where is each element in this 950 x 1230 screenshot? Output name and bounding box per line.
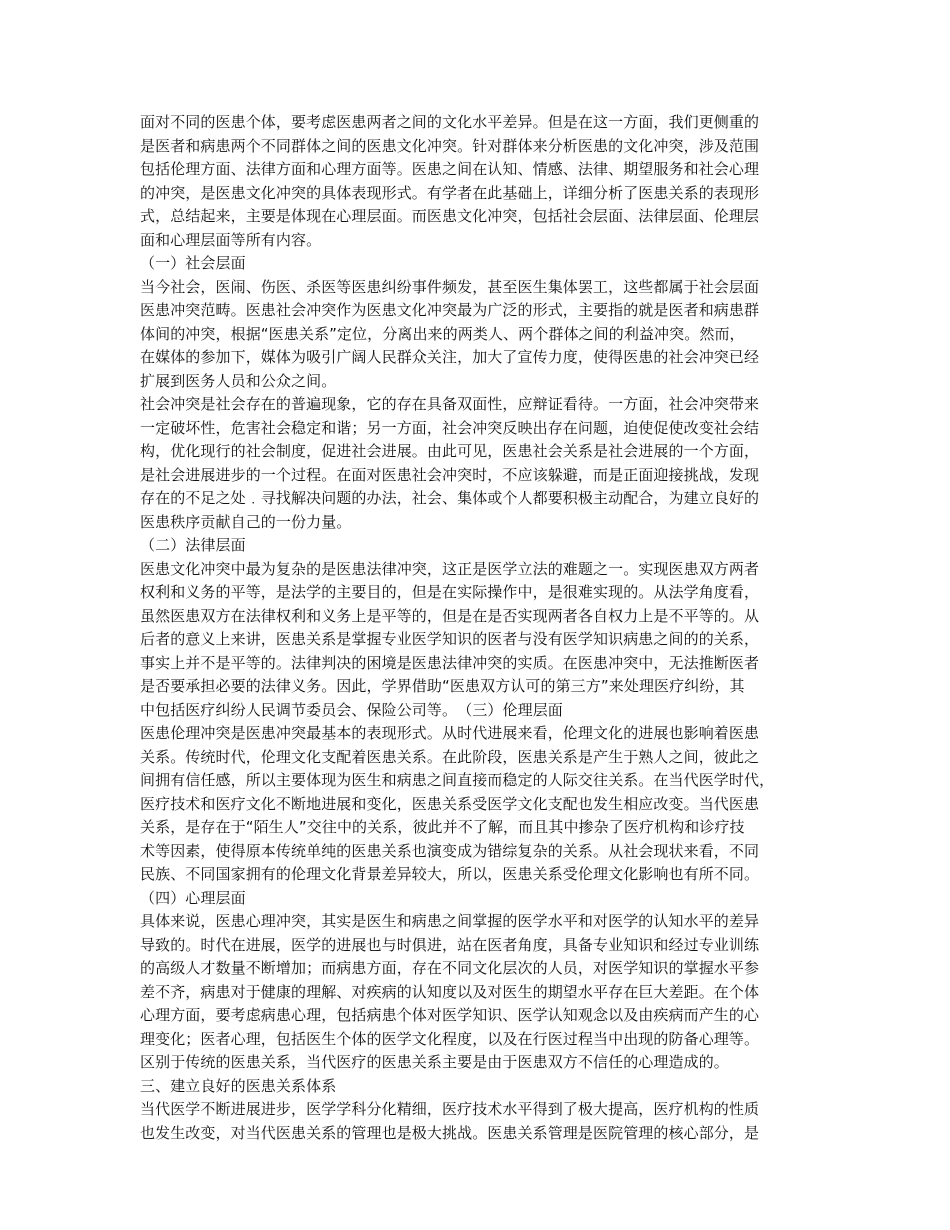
- text-line: 面和心理层面等所有内容。: [140, 230, 322, 249]
- text-line: 面对不同的医患个体，要考虑医患两者之间的文化水平差异。但是在这一方面，我们更侧重的: [140, 113, 760, 131]
- text-line: 在媒体的参加下，媒体为吸引广阔人民群众关注，加大了宣传力度，使得医患的社会冲突已经: [140, 348, 760, 366]
- text-line: 间拥有信任感，所以主要体现为医生和病患之间直接而稳定的人际交往关系。在当代医学时代，: [140, 771, 775, 789]
- text-line: 的冲突，是医患文化冲突的具体表现形式。有学者在此基础上，详细分析了医患关系的表现形: [140, 183, 760, 202]
- text-line: 扩展到医务人员和公众之间。: [140, 371, 337, 390]
- text-line: 心理方面，要考虑病患心理，包括病患个体对医学知识、医学认知观念以及由疾病而产生的心: [140, 1006, 760, 1024]
- text-line: 是社会进展进步的一个过程。在面对医患社会冲突时，不应该躲避，而是正面迎接挑战，发现: [140, 465, 760, 484]
- text-line: 虽然医患双方在法律权利和义务上是平等的，但是在是否实现两者各自权力上是不平等的。从: [140, 606, 760, 625]
- text-line: 存在的不足之处﹒寻找解决问题的办法，社会、集体或个人都要积极主动配合，为建立良好的: [140, 489, 760, 507]
- text-line: 也发生改变，对当代医患关系的管理也是极大挑战。医患关系管理是医院管理的核心部分，是: [140, 1123, 760, 1142]
- text-line: 术等因素，使得原本传统单纯的医患关系也演变成为错综复杂的关系。从社会现状来看，不同: [140, 841, 760, 860]
- text-line: 医患伦理冲突是医患冲突最基本的表现形式。从时代进展来看，伦理文化的进展也影响着医患: [140, 724, 760, 742]
- text-line: 构，优化现行的社会制度，促进社会进展。由此可见，医患社会关系是社会进展的一个方面，: [140, 442, 760, 460]
- text-line: 理变化；医者心理，包括医生个体的医学文化程度，以及在行医过程当中出现的防备心理等。: [140, 1029, 760, 1048]
- document-body: [140, 111, 812, 1145]
- text-line: 事实上并不是平等的。法律判决的困境是医患法律冲突的实质。在医患冲突中，无法推断医者: [140, 653, 760, 672]
- text-line: 具体来说，医患心理冲突，其实是医生和病患之间掌握的医学水平和对医学的认知水平的差异: [140, 912, 760, 930]
- section-heading: 三、建立良好的医患关系体系: [140, 1076, 337, 1095]
- text-line: 是否要承担必要的法律义务。因此，学界借助“医患双方认可的第三方”来处理医疗纠纷，其: [140, 677, 745, 695]
- text-line: 是医者和病患两个不同群体之间的医患文化冲突。针对群体来分析医患的文化冲突，涉及范围: [140, 136, 760, 155]
- text-line: 关系。传统时代，伦理文化支配着医患关系。在此阶段，医患关系是产生于熟人之间，彼此之: [140, 747, 760, 766]
- text-line: 社会冲突是社会存在的普遍现象，它的存在具备双面性，应辩证看待。一方面，社会冲突带来: [140, 395, 760, 413]
- text-line: 一定破坏性，危害社会稳定和谐；另一方面，社会冲突反映出存在问题，迫使促使改变社会结: [140, 418, 760, 437]
- text-line: 医患文化冲突中最为复杂的是医患法律冲突，这正是医学立法的难题之一。实现医患双方两者: [140, 559, 760, 578]
- text-line: 权利和义务的平等，是法学的主要目的，但是在实际操作中，是很难实现的。从法学角度看，: [140, 583, 760, 601]
- text-line: 的高级人才数量不断增加；而病患方面，存在不同文化层次的人员，对医学知识的掌握水平参: [140, 959, 760, 977]
- text-line: 当代医学不断进展进步，医学学科分化精细，医疗技术水平得到了极大提高，医疗机构的性质: [140, 1100, 760, 1118]
- text-line: 导致的。时代在进展，医学的进展也与时俱进，站在医者角度，具备专业知识和经过专业训练: [140, 935, 760, 954]
- text-line: 后者的意义上来讲，医患关系是掌握专业医学知识的医者与没有医学知识病患之间的的关系，: [140, 630, 760, 648]
- text-line: 医患秩序贡献自己的一份力量。: [140, 512, 352, 531]
- text-line: 差不齐，病患对于健康的理解、对疾病的认知度以及对医生的期望水平存在巨大差距。在个体: [140, 982, 760, 1001]
- text-line: 包括伦理方面、法律方面和心理方面等。医患之间在认知、情感、法律、期望服务和社会心理: [140, 160, 760, 178]
- section-heading: （一）社会层面: [140, 254, 246, 272]
- text-line: 当今社会，医闹、伤医、杀医等医患纠纷事件频发，甚至医生集体罢工，这些都属于社会层面: [140, 277, 760, 296]
- text-line: 区别于传统的医患关系，当代医疗的医患关系主要是由于医患双方不信任的心理造成的。: [140, 1053, 729, 1071]
- text-line: 中包括医疗纠纷人民调节委员会、保险公司等。 （三）伦理层面: [140, 700, 563, 719]
- text-line: 式，总结起来，主要是体现在心理层面。而医患文化冲突，包括社会层面、法律层面、伦理层: [140, 207, 760, 225]
- section-heading: （二）法律层面: [140, 536, 246, 554]
- section-heading: （四）心理层面: [140, 888, 246, 907]
- text-line: 医患冲突范畴。医患社会冲突作为医患文化冲突最为广泛的形式，主要指的就是医者和病患群: [140, 301, 760, 319]
- text-line: 医疗技术和医疗文化不断地进展和变化，医患关系受医学文化支配也发生相应改变。当代医患: [140, 794, 760, 813]
- text-line: 关系，是存在于“陌生人”交往中的关系，彼此并不了解，而且其中掺杂了医疗机构和诊疗技: [140, 818, 745, 836]
- text-line: 体间的冲突，根据“医患关系”定位，分离出来的两类人、两个群体之间的利益冲突。然而，: [140, 324, 745, 343]
- text-line: 民族、不同国家拥有的伦理文化背景差异较大，所以，医患关系受伦理文化影响也有所不同。: [140, 865, 760, 883]
